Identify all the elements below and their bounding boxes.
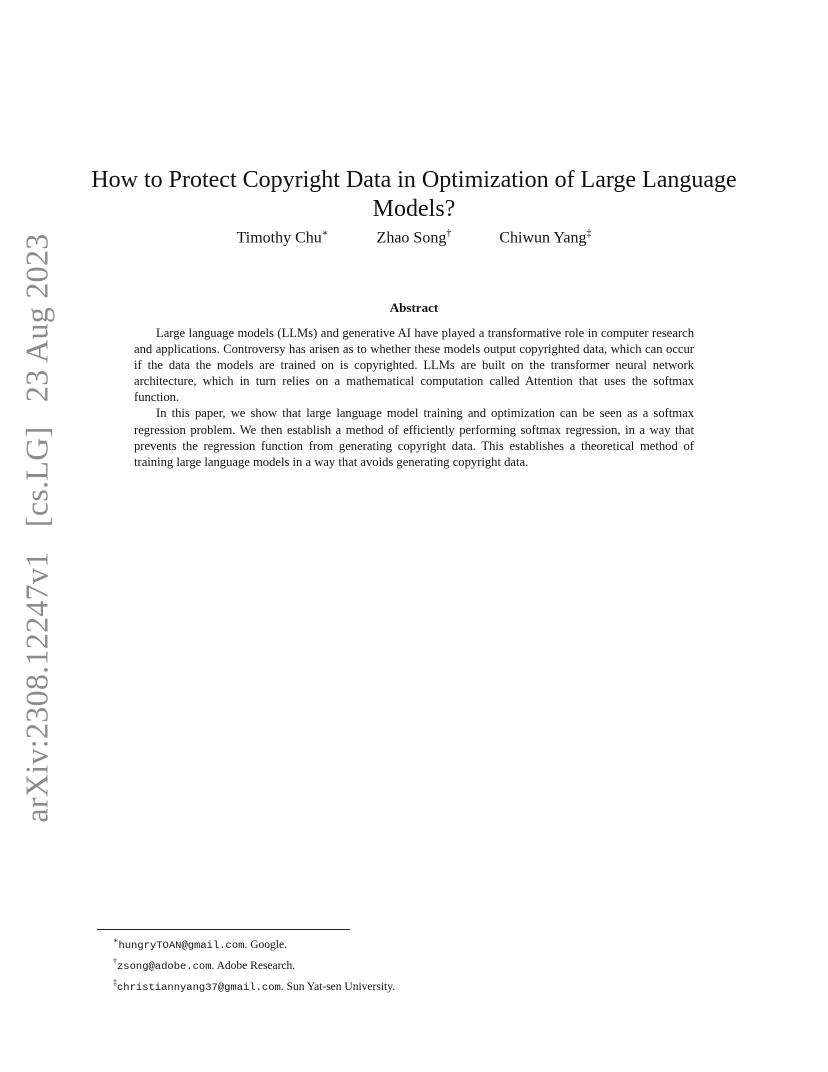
- footnote-mark: ‡: [113, 977, 117, 987]
- abstract-body: [134, 325, 694, 470]
- footnote-mark: †: [113, 956, 117, 966]
- author-mark: ∗: [321, 228, 329, 239]
- footnote: [113, 954, 395, 975]
- footnote-email: christiannyang37@gmail.com: [117, 981, 281, 994]
- arxiv-category: [cs.LG]: [18, 426, 55, 528]
- author-mark: ‡: [586, 228, 592, 239]
- author-name: Chiwun Yang: [499, 229, 587, 247]
- author-list: [0, 228, 828, 247]
- author: [237, 228, 329, 247]
- footnote: [113, 933, 395, 954]
- author: [499, 228, 591, 247]
- footnote-divider: [97, 929, 350, 930]
- arxiv-date: 23 Aug 2023: [18, 233, 55, 403]
- author-mark: †: [446, 228, 452, 239]
- author-name: Zhao Song: [376, 229, 447, 247]
- footnote-affiliation: . Sun Yat-sen University.: [280, 980, 396, 993]
- abstract-heading: Abstract: [389, 300, 439, 315]
- footnote-email: hungryTOAN@gmail.com: [118, 939, 245, 952]
- paper-title: How to Protect Copyright Data in Optimization of Large Language Models?: [91, 167, 737, 223]
- footnote: [113, 975, 395, 996]
- footnote-affiliation: . Google.: [244, 938, 287, 951]
- abstract-paragraph: In this paper, we show that large language model training and optimization can be seen as a softmax regression problem. We then establish a method of efficiently performing softmax regression, in a way that prevents the regression function from generating copyright data. This establishes a theoretical method of training large language models in a way that avoids generating copyright data.: [134, 406, 694, 469]
- footnote-mark: ∗: [113, 936, 119, 945]
- author: [377, 228, 452, 247]
- footnote-affiliation: . Adobe Research.: [211, 959, 296, 972]
- arxiv-id: arXiv:2308.12247v1: [18, 551, 55, 823]
- author-name: Timothy Chu: [236, 229, 322, 247]
- footnotes: [113, 933, 395, 995]
- abstract-paragraph: Large language models (LLMs) and generative AI have played a transformative role in computer research and applications. Controversy has arisen as to whether these models output copyrighted data, which can occur if the data the models are trained on is copyrighted. LLMs are built on the transformer neural network architecture, which in turn relies on a mathematical computation called Attention that uses the softmax function.: [134, 326, 694, 405]
- footnote-email: zsong@adobe.com: [117, 960, 212, 973]
